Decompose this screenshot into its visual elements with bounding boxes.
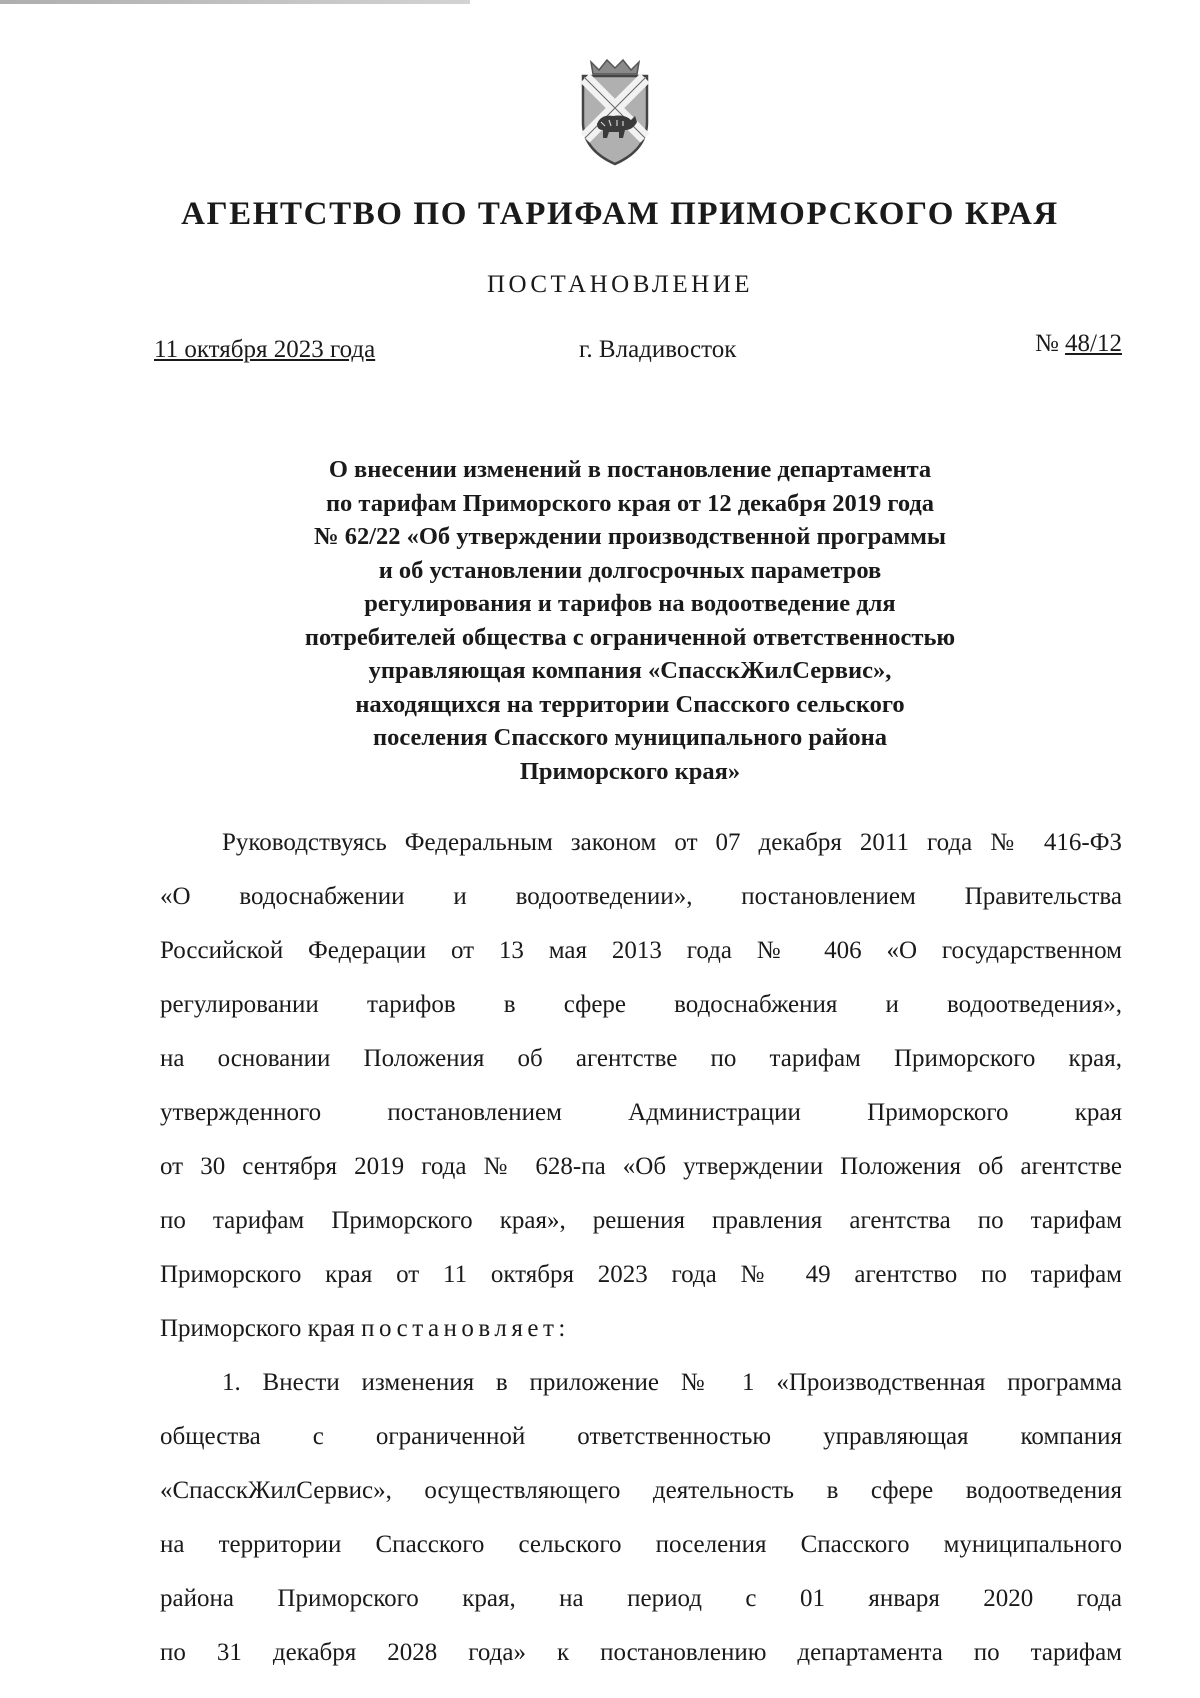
document-date: 11 октября 2023 года — [154, 336, 376, 363]
subject-line: № 62/22 «Об утверждении производственной программы — [313, 523, 947, 550]
document-city: г. Владивосток — [579, 336, 737, 363]
resolves-word: постановляет: — [361, 1315, 570, 1342]
preamble-end: Приморского края — [160, 1315, 362, 1342]
body-line-last — [160, 1302, 1122, 1356]
subject-line: потребителей общества с ограниченной ответственностью — [304, 623, 956, 651]
body-line: от 30 сентября 2019 года № 628-па «Об утверждении Положения об агентстве — [160, 1153, 1122, 1180]
body-line: по 31 декабря 2028 года» к постановлению департамента по тарифам — [160, 1639, 1122, 1666]
body-line: Приморского края от 11 октября 2023 года № 49 агентство по тарифам — [160, 1261, 1122, 1288]
document-number — [1035, 330, 1122, 358]
subject-line: О внесении изменений в постановление департамента — [328, 456, 932, 483]
coat-of-arms-icon — [571, 58, 659, 168]
body-line: «О водоснабжении и водоотведении», постановлением Правительства — [160, 883, 1122, 910]
body-line: утвержденного постановлением Администрации Приморского края — [160, 1099, 1122, 1126]
document-type: ПОСТАНОВЛЕНИЕ — [486, 271, 754, 298]
agency-title: АГЕНТСТВО ПО ТАРИФАМ ПРИМОРСКОГО КРАЯ — [181, 196, 1059, 232]
subject-line: управляющая компания «СпасскЖилСервис», — [368, 657, 892, 684]
document-meta — [154, 330, 1122, 376]
body-line: на основании Положения об агентстве по тарифам Приморского края, — [160, 1045, 1122, 1072]
subject-line: находящихся на территории Спасского сельского — [355, 690, 905, 718]
body-line: Российской Федерации от 13 мая 2013 года № 406 «О государственном — [160, 937, 1122, 964]
body-line: района Приморского края, на период с 01 января 2020 года — [160, 1585, 1122, 1612]
body-line: по тарифам Приморского края», решения правления агентства по тарифам — [160, 1207, 1122, 1234]
document-body — [160, 816, 1122, 1680]
body-line: общества с ограниченной ответственностью управляющая компания — [160, 1423, 1122, 1450]
body-line: 1. Внести изменения в приложение № 1 «Производственная программа — [222, 1369, 1122, 1396]
body-line: Руководствуясь Федеральным законом от 07 декабря 2011 года № 416-ФЗ — [222, 829, 1122, 856]
subject-line: регулирования и тарифов на водоотведение для — [364, 590, 896, 617]
subject-line: поселения Спасского муниципального района — [373, 724, 887, 751]
scan-edge — [0, 0, 470, 4]
number-prefix: № — [1034, 330, 1066, 357]
subject-line: по тарифам Приморского края от 12 декабря 2019 года — [325, 489, 935, 517]
number-value: 48/12 — [1065, 330, 1122, 357]
item-1-paragraph — [160, 1356, 1122, 1680]
body-line: на территории Спасского сельского поселения Спасского муниципального — [160, 1531, 1122, 1558]
subject-line: и об установлении долгосрочных параметров — [378, 556, 882, 584]
preamble-paragraph — [160, 816, 1122, 1356]
body-line: «СпасскЖилСервис», осуществляющего деятельность в сфере водоотведения — [160, 1477, 1122, 1504]
document-subject — [200, 453, 1060, 788]
subject-line: Приморского края» — [519, 757, 741, 785]
body-line: регулировании тарифов в сфере водоснабжения и водоотведения», — [160, 991, 1122, 1018]
